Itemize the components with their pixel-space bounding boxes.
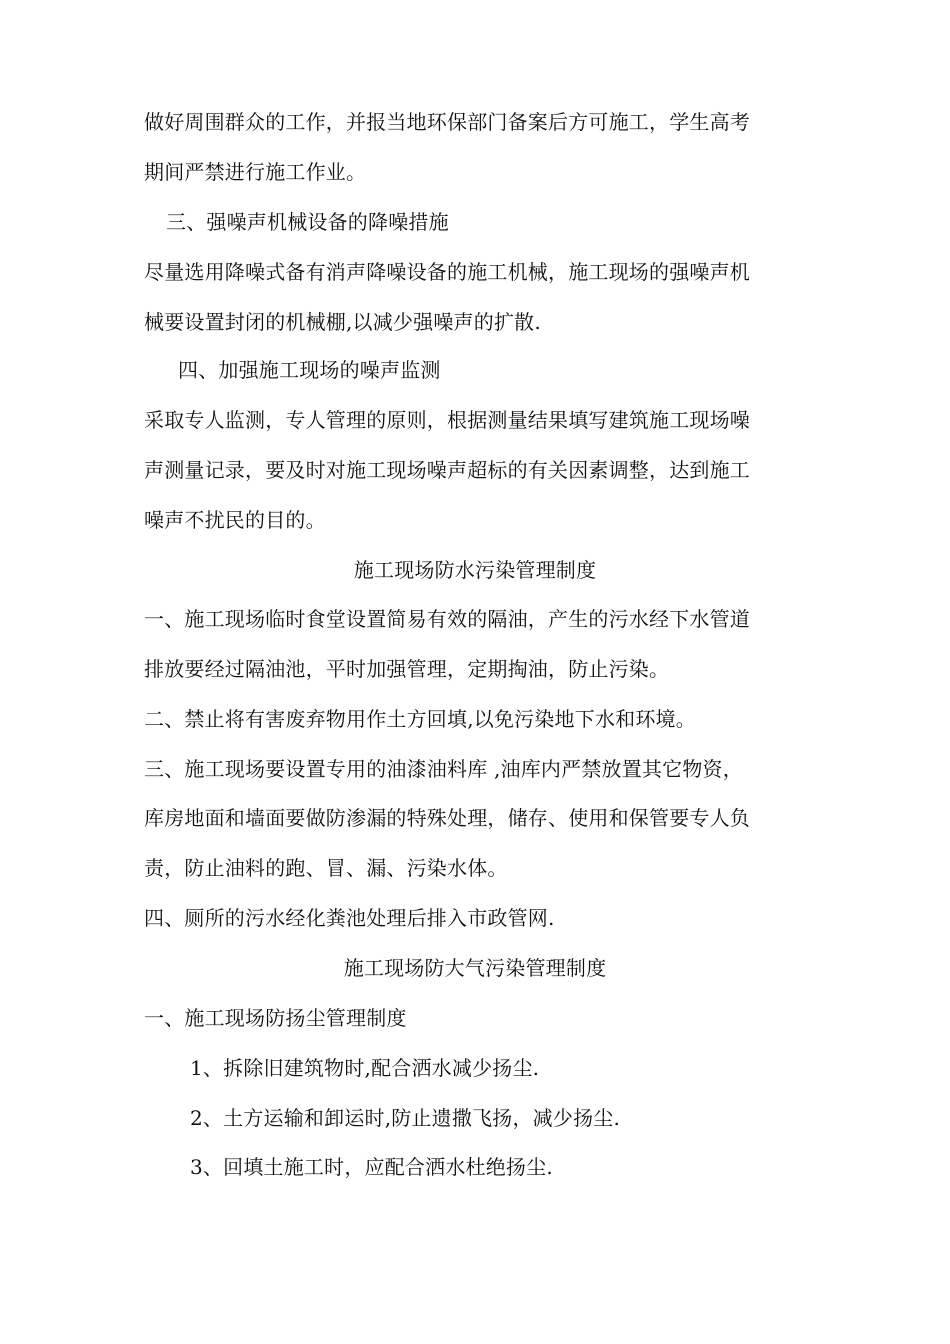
paragraph-line: 械要设置封闭的机械棚,以减少强噪声的扩散. [144,310,541,334]
list-item-line: 二、禁止将有害废弃物用作土方回填,以免污染地下水和环境。 [144,707,696,731]
list-item-line: 库房地面和墙面要做防渗漏的特殊处理，储存、使用和保管要专人负 [144,806,750,830]
list-item-line: 责，防止油料的跑、冒、漏、污染水体。 [144,856,508,880]
paragraph-line: 尽量选用降噪式备有消声降噪设备的施工机械，施工现场的强噪声机 [144,260,750,284]
section-heading: 施工现场防水污染管理制度 [353,558,597,582]
paragraph-line: 噪声不扰民的目的。 [144,508,326,532]
list-item-line: 三、施工现场要设置专用的油漆油料库 ,油库内严禁放置其它物资， [144,757,743,781]
paragraph-line: 做好周围群众的工作，并报当地环保部门备案后方可施工，学生高考 [144,110,750,134]
list-item-line: 排放要经过隔油池，平时加强管理，定期掏油，防止污染。 [144,657,670,681]
sub-list-item: 1、拆除旧建筑物时,配合洒水减少扬尘. [190,1056,540,1080]
section-title: 三、强噪声机械设备的降噪措施 [166,210,449,234]
paragraph-line: 期间严禁进行施工作业。 [144,160,367,184]
section-title: 四、加强施工现场的噪声监测 [178,358,441,382]
list-item-line: 四、厕所的污水经化粪池处理后排入市政管网. [144,906,555,930]
sub-list-item: 3、回填土施工时，应配合洒水杜绝扬尘. [190,1155,553,1179]
list-item-line: 一、施工现场防扬尘管理制度 [144,1006,407,1030]
paragraph-line: 声测量记录，要及时对施工现场噪声超标的有关因素调整，达到施工 [144,458,750,482]
section-heading: 施工现场防大气污染管理制度 [343,956,607,980]
sub-list-item: 2、土方运输和卸运时,防止遗撒飞扬，减少扬尘. [190,1106,621,1130]
list-item-line: 一、施工现场临时食堂设置简易有效的隔油，产生的污水经下水管道 [144,607,750,631]
paragraph-line: 采取专人监测，专人管理的原则，根据测量结果填写建筑施工现场噪 [144,408,750,432]
